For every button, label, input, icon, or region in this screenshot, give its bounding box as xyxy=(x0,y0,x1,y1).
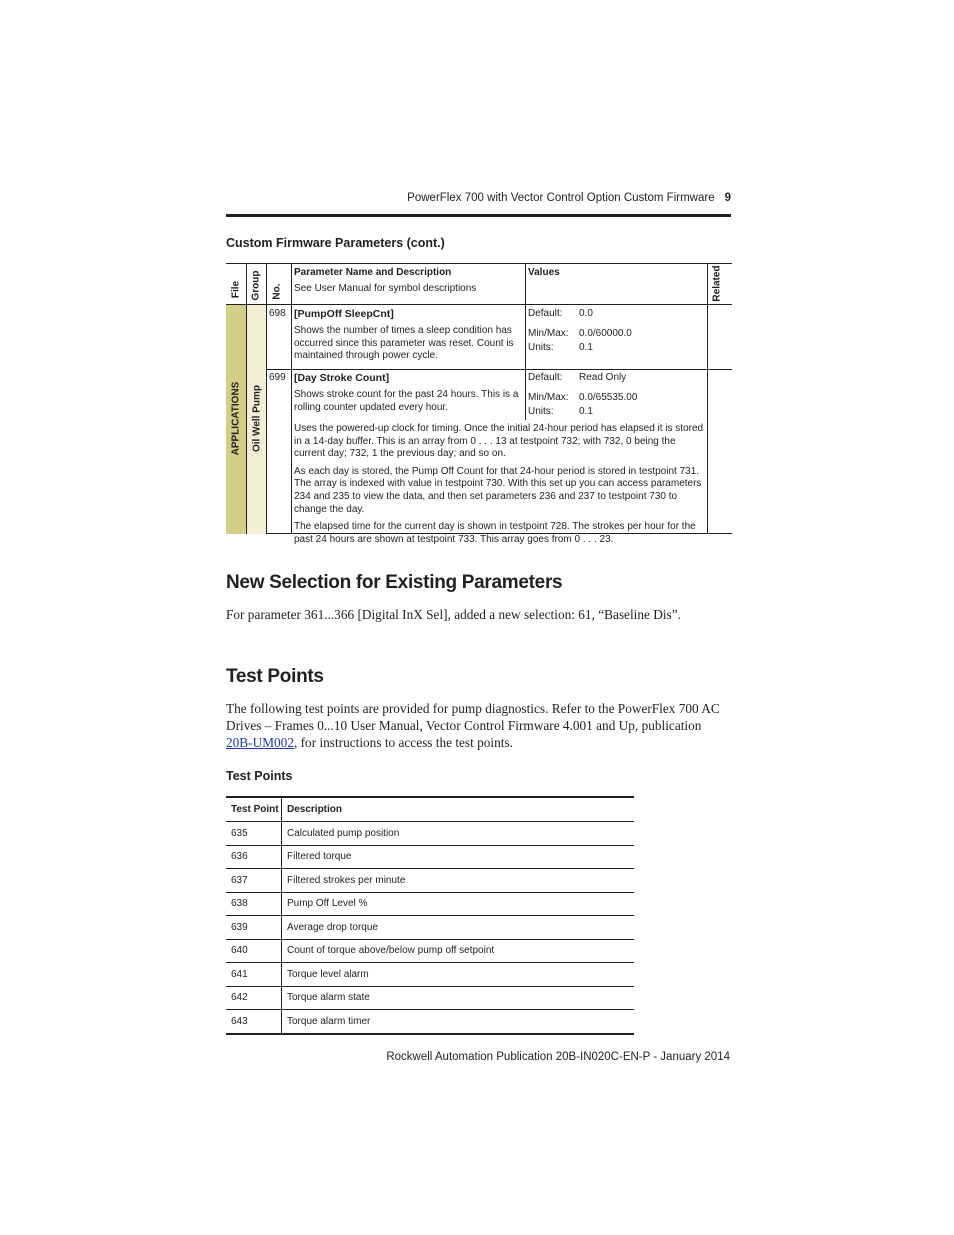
description-cell: Torque alarm state xyxy=(282,986,635,1010)
minmax-label: Min/Max: xyxy=(528,328,569,339)
default-value: 0.0 xyxy=(579,308,593,319)
param-number: 698 xyxy=(269,308,286,319)
description-cell: Average drop torque xyxy=(282,916,635,940)
col-test-point-header: Test Point xyxy=(226,797,282,822)
running-head xyxy=(226,192,731,210)
file-label: APPLICATIONS xyxy=(230,381,242,456)
description-cell: Torque level alarm xyxy=(282,963,635,987)
description-cell: Pump Off Level % xyxy=(282,892,635,916)
header-rule xyxy=(226,214,731,217)
divider xyxy=(525,370,526,420)
divider xyxy=(226,304,732,305)
table-row xyxy=(226,916,634,940)
param-paragraph: Uses the powered-up clock for timing. Once the initial 24-hour period has elapsed it is stored in a 14-day buffer. This is an array from 0 . . . 13 at testpoint 732; with 732, 0 being the current day; 732, 1 the previous day; and so on. xyxy=(294,423,704,460)
table-row xyxy=(226,892,634,916)
units-value: 0.1 xyxy=(579,406,593,417)
param-description: Shows the number of times a sleep condition has occurred since this parameter was reset. Count is maintained through power cycle. xyxy=(294,325,514,362)
table-row xyxy=(226,822,634,846)
test-points-table xyxy=(226,796,634,1035)
section-body: For parameter 361...366 [Digital InX Sel], added a new selection: 61, “Baseline Dis”. xyxy=(226,607,681,622)
param-paragraph: As each day is stored, the Pump Off Count for that 24-hour period is stored in testpoint 731. The array is indexed with value in testpoint 730. With this set up you can access parameters 234 and 235 to view the data, and then set parameters 236 and 237 to testpoint 730 to change the day. xyxy=(294,465,702,515)
units-value: 0.1 xyxy=(579,342,593,353)
body-text: , for instructions to access the test points. xyxy=(293,735,513,750)
test-point-cell: 639 xyxy=(226,916,282,940)
description-cell: Calculated pump position xyxy=(282,822,635,846)
description-cell: Filtered torque xyxy=(282,845,635,869)
page-footer: Rockwell Automation Publication 20B-IN020C-EN-P - January 2014 xyxy=(386,1051,730,1063)
default-label: Default: xyxy=(528,308,563,319)
table-row xyxy=(226,869,634,893)
section-heading: New Selection for Existing Parameters xyxy=(226,572,563,593)
col-values-header: Values xyxy=(528,267,560,278)
param-name: [PumpOff SleepCnt] xyxy=(294,308,394,320)
test-point-cell: 636 xyxy=(226,845,282,869)
param-extended-description xyxy=(294,423,704,546)
col-description-header: Description xyxy=(282,797,635,822)
table-row xyxy=(226,986,634,1010)
test-point-cell: 643 xyxy=(226,1010,282,1034)
param-name: [Day Stroke Count] xyxy=(294,372,390,384)
param-table-caption: Custom Firmware Parameters (cont.) xyxy=(226,236,445,250)
test-point-cell: 638 xyxy=(226,892,282,916)
section-body xyxy=(226,700,721,751)
test-point-cell: 642 xyxy=(226,986,282,1010)
table-row xyxy=(226,845,634,869)
group-label: Oil Well Pump xyxy=(251,384,263,453)
description-cell: Torque alarm timer xyxy=(282,1010,635,1034)
minmax-value: 0.0/60000.0 xyxy=(579,328,632,339)
minmax-value: 0.0/65535.00 xyxy=(579,392,638,403)
units-label: Units: xyxy=(528,342,554,353)
col-group-header: Group xyxy=(250,270,262,301)
minmax-label: Min/Max: xyxy=(528,392,569,403)
col-name-header: Parameter Name and Description xyxy=(294,267,452,278)
table-header-row xyxy=(226,797,634,822)
param-number: 699 xyxy=(269,372,286,383)
col-name-subheader: See User Manual for symbol descriptions xyxy=(294,283,477,294)
table-row xyxy=(226,1010,634,1034)
test-points-table-caption: Test Points xyxy=(226,769,293,783)
page-number: 9 xyxy=(724,192,731,204)
running-title: PowerFlex 700 with Vector Control Option Custom Firmware xyxy=(407,192,715,204)
param-description: Shows stroke count for the past 24 hours. This is a rolling counter updated every hour. xyxy=(294,389,519,413)
description-cell: Count of torque above/below pump off setpoint xyxy=(282,939,635,963)
default-label: Default: xyxy=(528,372,563,383)
body-text: The following test points are provided for pump diagnostics. Refer to the PowerFlex 700 AC Drives – Frames 0...10 User Manual, Vector Control Firmware 4.001 and Up, publication xyxy=(226,701,720,733)
col-related-header: Related xyxy=(711,265,723,302)
test-point-cell: 637 xyxy=(226,869,282,893)
test-point-cell: 635 xyxy=(226,822,282,846)
divider xyxy=(266,369,732,370)
section-heading: Test Points xyxy=(226,666,324,687)
default-value: Read Only xyxy=(579,372,627,383)
table-row xyxy=(226,963,634,987)
col-no-header: No. xyxy=(271,283,283,300)
description-cell: Filtered strokes per minute xyxy=(282,869,635,893)
divider xyxy=(525,264,526,369)
table-row xyxy=(226,939,634,963)
param-paragraph: The elapsed time for the current day is shown in testpoint 728. The strokes per hour for the past 24 hours are shown at testpoint 733. This array goes from 0 . . . 23. xyxy=(294,521,696,545)
parameter-table xyxy=(226,263,732,545)
test-point-cell: 641 xyxy=(226,963,282,987)
units-label: Units: xyxy=(528,406,554,417)
publication-link[interactable]: 20B-UM002 xyxy=(226,735,294,750)
test-point-cell: 640 xyxy=(226,939,282,963)
col-file-header: File xyxy=(230,280,242,299)
